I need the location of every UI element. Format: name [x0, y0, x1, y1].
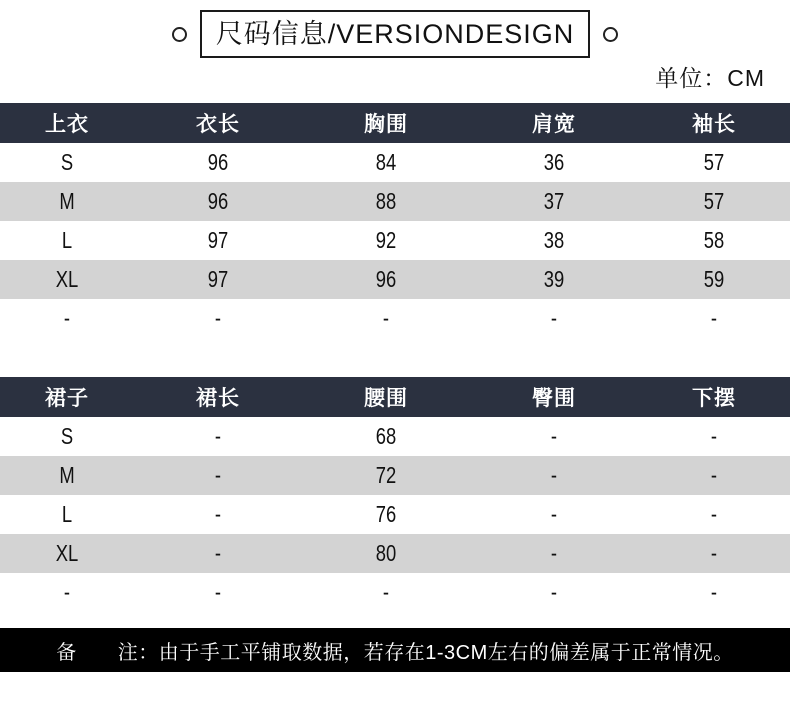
table-row	[0, 534, 790, 573]
cell-value: 36	[543, 149, 565, 175]
cell-value: 96	[207, 149, 229, 175]
cell-value: 88	[375, 188, 397, 214]
cell-value: 76	[375, 501, 397, 527]
size-label: L	[61, 227, 73, 253]
column-header: 衣长	[196, 113, 240, 136]
left-circle-icon	[172, 27, 187, 42]
table-row	[0, 456, 790, 495]
cell-value: 59	[703, 266, 725, 292]
cell-value: -	[214, 423, 222, 449]
cell-value: 84	[375, 149, 397, 175]
table-row	[0, 260, 790, 299]
cell-value: 72	[375, 462, 397, 488]
cell-value: -	[710, 305, 718, 331]
note-bar	[0, 628, 790, 672]
right-circle-icon	[603, 27, 618, 42]
cell-value: -	[382, 305, 390, 331]
table-row	[0, 182, 790, 221]
cell-value: 39	[543, 266, 565, 292]
column-header: 裙长	[196, 387, 240, 410]
tops-size-table	[0, 103, 790, 338]
cell-value: -	[550, 423, 558, 449]
skirt-header-row	[0, 377, 790, 417]
title-row	[0, 0, 790, 58]
cell-value: 96	[375, 266, 397, 292]
cell-value: -	[382, 579, 390, 605]
cell-value: -	[214, 462, 222, 488]
size-label: XL	[55, 540, 79, 566]
size-label: -	[63, 579, 71, 605]
note-text: 备 注：由于手工平铺取数据，若存在1-3CM左右的偏差属于正常情况。	[56, 641, 734, 664]
table-row	[0, 495, 790, 534]
size-label: M	[59, 462, 75, 488]
cell-value: -	[710, 501, 718, 527]
cell-value: -	[550, 579, 558, 605]
skirt-size-table	[0, 377, 790, 612]
cell-value: 92	[375, 227, 397, 253]
cell-value: 58	[703, 227, 725, 253]
column-header: 肩宽	[532, 113, 576, 136]
cell-value: -	[710, 423, 718, 449]
column-header: 下摆	[692, 387, 736, 410]
column-header: 胸围	[364, 113, 408, 136]
cell-value: -	[550, 462, 558, 488]
cell-value: -	[710, 540, 718, 566]
cell-value: -	[710, 579, 718, 605]
cell-value: 97	[207, 227, 229, 253]
cell-value: -	[550, 501, 558, 527]
cell-value: -	[214, 305, 222, 331]
column-header: 上衣	[45, 113, 89, 136]
page-title: 尺码信息/VERSIONDESIGN	[215, 19, 575, 49]
cell-value: 68	[375, 423, 397, 449]
table-row	[0, 417, 790, 456]
size-label: -	[63, 305, 71, 331]
cell-value: -	[214, 540, 222, 566]
size-label: S	[60, 149, 74, 175]
column-header: 臀围	[532, 387, 576, 410]
table-row	[0, 299, 790, 338]
unit-label: 单位：CM	[655, 65, 765, 91]
size-label: L	[61, 501, 73, 527]
cell-value: -	[710, 462, 718, 488]
size-label: M	[59, 188, 75, 214]
cell-value: 57	[703, 149, 725, 175]
cell-value: 80	[375, 540, 397, 566]
table-row	[0, 143, 790, 182]
cell-value: 37	[543, 188, 565, 214]
cell-value: 97	[207, 266, 229, 292]
cell-value: -	[550, 540, 558, 566]
title-box	[200, 10, 591, 58]
column-header: 腰围	[364, 387, 408, 410]
table-row	[0, 573, 790, 612]
size-label: XL	[55, 266, 79, 292]
column-header: 裙子	[45, 387, 89, 410]
tops-header-row	[0, 103, 790, 143]
column-header: 袖长	[692, 113, 736, 136]
cell-value: 96	[207, 188, 229, 214]
cell-value: -	[550, 305, 558, 331]
cell-value: -	[214, 579, 222, 605]
cell-value: 38	[543, 227, 565, 253]
cell-value: 57	[703, 188, 725, 214]
size-label: S	[60, 423, 74, 449]
cell-value: -	[214, 501, 222, 527]
table-row	[0, 221, 790, 260]
